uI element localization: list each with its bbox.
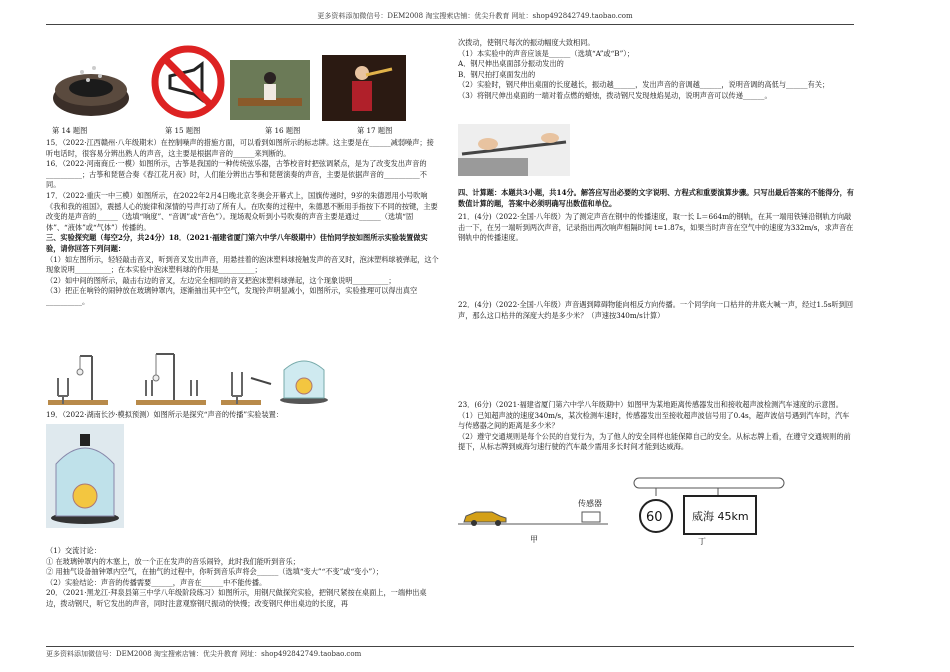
section-4-heading: 四、计算题：本题共3小题，共14分。解答应写出必要的文字说明、方程式和重要演算步骤。只写出最后答案的不能得分，有数值计算的题，答案中必须明确写出数值和单位。 [458,188,854,208]
distance-sign-label: 威海 45km [692,510,749,523]
caption-17: 第 17 题图 [357,126,393,135]
question-15: 15．（2022·江西赣州·八年级期末）在控制噪声的措施方面，可以看到如图所示的标志牌。这主要是在______减弱噪声；接听电话时，很容易分辨出熟人的声音，这主要是根据声音的______来判断的。 [46,138,434,158]
question-21: 21．(4分)（2022·全国·八年级）为了测定声音在钢中的传播速度，取一长 L＝664m的钢轨，在其一端用铁锤沿钢轨方向敲击一下，在另一端听到两次声音，记录指出两次响声相隔时间 t=1.87s，如果当时声音在空气中的速度为332m/s，求声音在钢轨中的传播速度。 [458,212,854,243]
label-jia: 甲 [530,535,538,544]
q20-part2: （2）实验时，钢尺伸出桌面的长度越长，振动越______，发出声音的音调越______，说明音调的高低与______有关； [458,80,830,90]
caption-14: 第 14 题图 [52,126,88,135]
guzheng-photo [230,60,310,120]
bell-jar-photo [46,424,124,528]
caption-15: 第 15 题图 [165,126,201,135]
question-20: 20．（2021·黑龙江·拜泉县第三中学八年级阶段练习）如图所示，用钢尺做探究实验，把钢尺紧按在桌面上，一端伸出桌边，拨动钢尺，听它发出的声音，同时注意观察钢尺振动的快慢；改变钢尺伸出桌边的长度，再 [46,588,427,608]
q23-part1: （1）已知超声波的速度340m/s，某次检测车速时，传感器发出至接收超声波信号用了0.4s，超声波信号遇到汽车时，汽车与传感器之间的距离是多少米？ [458,410,850,431]
q19-items [46,546,440,610]
q18-part3: （3）把正在响铃的闹钟放在玻璃钟罩内，逐渐抽出其中空气，发现铃声明显减小，如图所示，实验推理可以得出真空__________。 [46,286,418,306]
left-column [46,138,440,308]
question-19: 19．（2022·湖南长沙·模拟预测）如图所示是探究“声音的传播”实验装置： [46,410,284,419]
traffic-figure [458,472,788,548]
caption-16: 第 16 题图 [265,126,301,135]
question-16: 16．（2022·河南商丘·一模）如图所示，古筝是我国的一种传统弦乐器，古筝校音时把弦调紧点，是为了改变发出声音的__________；古筝和琵琶合奏《春江花月夜》时，人们能分辨出古筝和琵琶演奏的声音，主要是依据声音的__________不同。 [46,159,427,190]
tuning-fork-figures [46,348,336,406]
ruler-figure [458,124,570,176]
no-horn-sign [150,44,226,120]
q20-option-b: B．钢尺拍打桌面发出的 [458,69,536,79]
q20-cont: 次拨动，使钢尺每次的振动幅度大致相同。 [458,38,595,47]
label-ding: 丁 [698,537,706,546]
header-rule [46,24,854,25]
question-23 [458,400,854,453]
q20-part1: （1）本实验中的声音应该是______（选填“A”或“B”）； [458,48,635,58]
speed-limit-label: 60 [646,510,663,525]
q19-item-3: ② 用抽气设备抽钟罩内空气，在抽气的过程中，你听到音乐声将会______（选填“变大”“不变”或“变小”）； [46,567,383,577]
q23-part2: （2）遵守交通规则是每个公民的自觉行为，为了他人的安全同样也能保障自己的安全。从标志牌上看，在遵守交通规则的前提下，从标志牌到威海匀速行驶的汽车最少需用多长时间才能到达威海。 [458,431,851,452]
q19-item-4: （2）实验结论：声音的传播需要______，声音在______中不能传播。 [46,577,267,587]
question-17: 17．（2022·重庆一中三模）如图所示，在2022年2月4日晚北京冬奥会开幕式上，国旗传递时，9岁的朱德恩用小号吹响《我和我的祖国》，震撼人心的旋律和深情的号声打动了所有人。在吹奏的过程中，朱德恩不断用手指按下不同的按键，主要改变的是声音的______（选填“响度”、“音调”或“音色”）。现场观众听到小号吹奏的声音主要是通过______（选填“固体”、“液体”或“气体”）传播的。 [46,190,438,232]
q19-item-1: （1）交流讨论： [46,546,101,555]
q19-item-2: ① 在玻璃钟罩内的木塞上，放一个正在发声的音乐闹铃，此时我们能听到音乐； [46,556,300,566]
q18-part2: （2）如中间的图所示，敲击右边的音叉，左边完全相同的音叉把泡沫塑料球弹起，这个现象说明__________； [46,275,396,285]
trumpet-photo [322,55,406,121]
page-header: 更多资料添加微信号：DEM2008 淘宝搜索店铺：优尖升教育 网址：shop492842749.taobao.com [317,12,633,20]
page-footer: 更多资料添加微信号：DEM2008 淘宝搜索店铺：优尖升教育 网址：shop492842749.taobao.com [46,650,362,658]
q20-option-a: A．钢尺伸出桌面部分振动发出的 [458,59,564,69]
speaker-figure [48,50,134,120]
question-22: 22．(4分)（2022·全国·八年级）声音遇到障碍物能向相反方向传播。一个同学向一口枯井的井底大喊一声，经过1.5s听到回声，那么这口枯井的深度大约是多少米？（声速按340m/s计算） [458,300,854,320]
q23-stem: 23．(6分)（2021·福建省厦门第六中学八年级期中）如图甲为某地距离传感器发出和接收超声波检测汽车速度的示意图。 [458,400,843,409]
sensor-label: 传感器 [578,499,602,508]
footer-rule [46,646,854,647]
q18-part1: （1）如左图所示，轻轻敲击音叉，听到音叉发出声音，用悬挂着的泡沫塑料球接触发声的音叉时，泡沫塑料球被弹起，这个现象说明__________；在本实验中泡沫塑料球的作用是__________； [46,254,439,275]
q20-part3: （3）将钢尺伸出桌面的一端对着点燃的蜡烛，拨动钢尺发现烛焰晃动，说明声音可以传递______。 [458,90,772,100]
right-column-top [458,38,854,102]
section-3-heading: 三、实验探究题（每空2分，共24分）18．（2021·福建省厦门第六中学八年级期中）佳怡同学按如图所示实验装置做实验，请你回答下列问题： [46,233,428,253]
